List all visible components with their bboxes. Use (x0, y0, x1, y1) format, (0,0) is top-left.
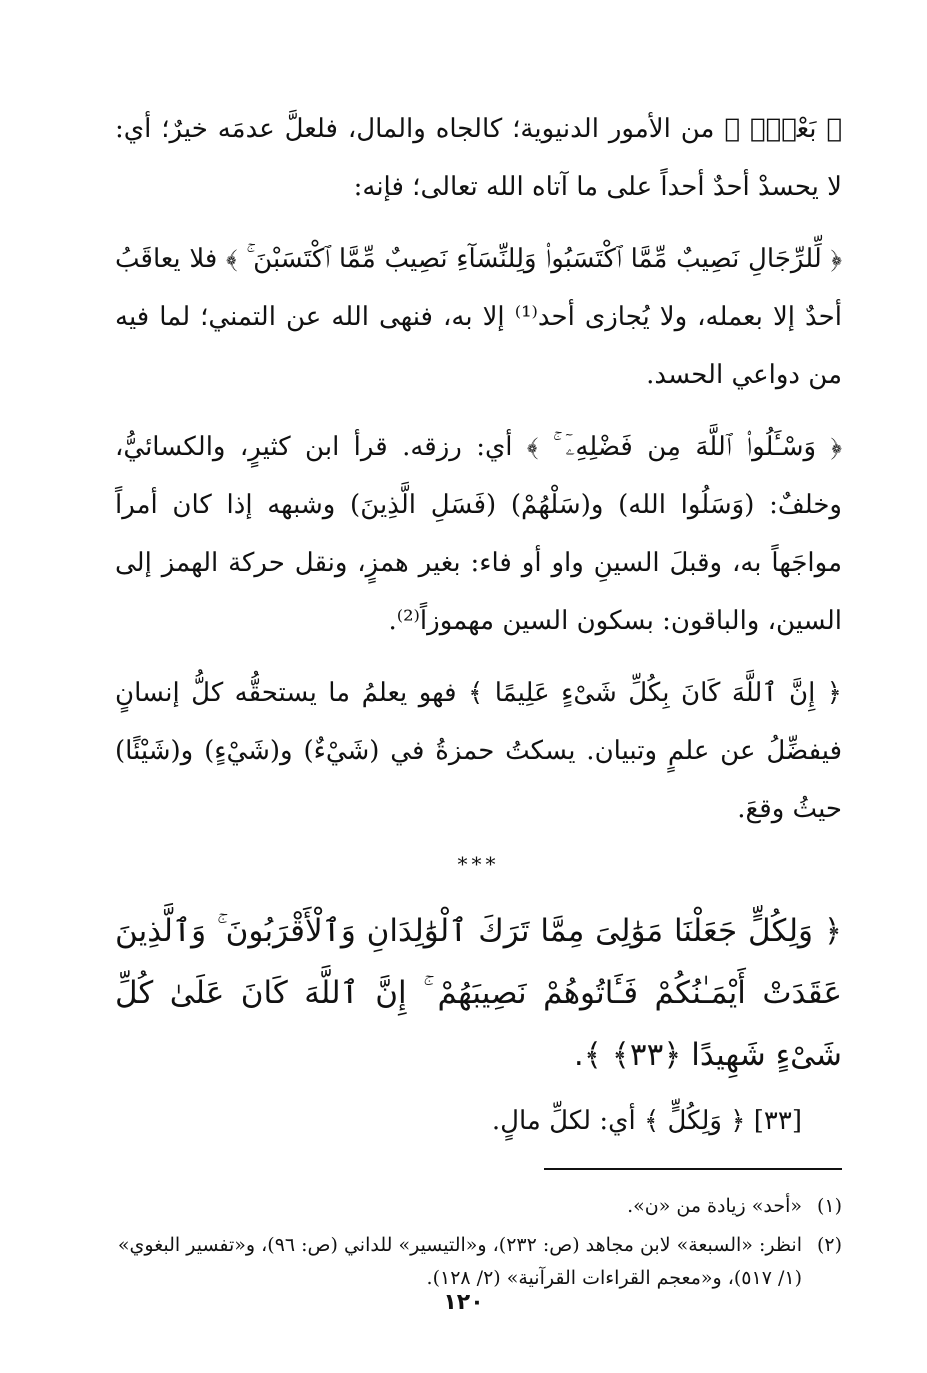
footnote-2 (115, 1229, 842, 1295)
footnote-number: (٢) (816, 1234, 842, 1256)
verse-commentary: [٣٣] ﴿ وَلِكُلٍّ ﴾ أي: لكلِّ مالٍ. (491, 1106, 802, 1136)
page-number: ١٢٠ (443, 1290, 484, 1315)
paragraph-3: ﴿ وَسْـَٔلُوا۟ ٱللَّهَ مِن فَضْلِهِۦٓ ۚ ﴾ أي: رزقه. قرأ ابن كثيرٍ، والكسائيُّ، وخلفٌ: (وَسَلُوا الله) و(سَلْهُمْ) (فَسَلِ الَّذِينَ) وشبهه إذا كان أمراً مواجَهاً به، وقبلَ السينِ واو أو فاء: بغير همزٍ، ونقل حركة الهمز إلى السين، والباقون: بسكون السين مهموزاً⁽²⁾. (115, 432, 842, 636)
footnote-divider (544, 1168, 842, 1170)
footnotes (115, 1190, 842, 1295)
paragraph-1: ﴿ بَعْضٍۢ ﴾ من الأمور الدنيوية؛ كالجاه والمال، فلعلَّ عدمَه خيرٌ؛ أي: لا يحسدْ أحدٌ أحداً على ما آتاه الله تعالى؛ فإنه: (115, 114, 842, 202)
footnote-text: «أحد» زيادة من «ن». (627, 1195, 802, 1217)
paragraph-4: ﴿ إِنَّ ٱللَّهَ كَانَ بِكُلِّ شَىْءٍ عَلِيمًا ﴾ فهو يعلمُ ما يستحقُّه كلُّ إنسانٍ فيفضِّلُ عن علمٍ وتبيان. يسكتُ حمزةُ في (شَيْءٌ) و(شَيْءٍ) و(شَيْئًا) حيثُ وقعَ. (115, 678, 842, 824)
footnote-number: (١) (816, 1195, 842, 1217)
footnote-1 (115, 1190, 842, 1223)
quran-verse: ﴿ وَلِكُلٍّ جَعَلْنَا مَوَٰلِىَ مِمَّا تَرَكَ ٱلْوَٰلِدَانِ وَٱلْأَقْرَبُونَ ۚ وَٱلَّذِينَ عَقَدَتْ أَيْمَـٰنُكُمْ فَـَٔاتُوهُمْ نَصِيبَهُمْ ۚ إِنَّ ٱللَّهَ كَانَ عَلَىٰ كُلِّ شَىْءٍ شَهِيدًا ﴿٣٣﴾ ﴾. (115, 913, 842, 1073)
section-separator: *** (457, 852, 500, 876)
page-body (115, 100, 842, 1373)
footnote-text: انظر: «السبعة» لابن مجاهد (ص: ٢٣٢)، و«التيسير» للداني (ص: ٩٦)، و«تفسير البغوي» (١/ ٥١٧)، و«معجم القراءات القرآنية» (٢/ ١٢٨). (117, 1234, 802, 1289)
paragraph-2: ﴿ لِّلرِّجَالِ نَصِيبٌ مِّمَّا ٱكْتَسَبُوا۟ وَلِلنِّسَآءِ نَصِيبٌ مِّمَّا ٱكْتَسَبْنَ ۚ ﴾ فلا يعاقَبُ أحدٌ إلا بعمله، ولا يُجازى أحد⁽¹⁾ إلا به، فنهى الله عن التمني؛ لما فيه من دواعي الحسد. (115, 244, 842, 390)
